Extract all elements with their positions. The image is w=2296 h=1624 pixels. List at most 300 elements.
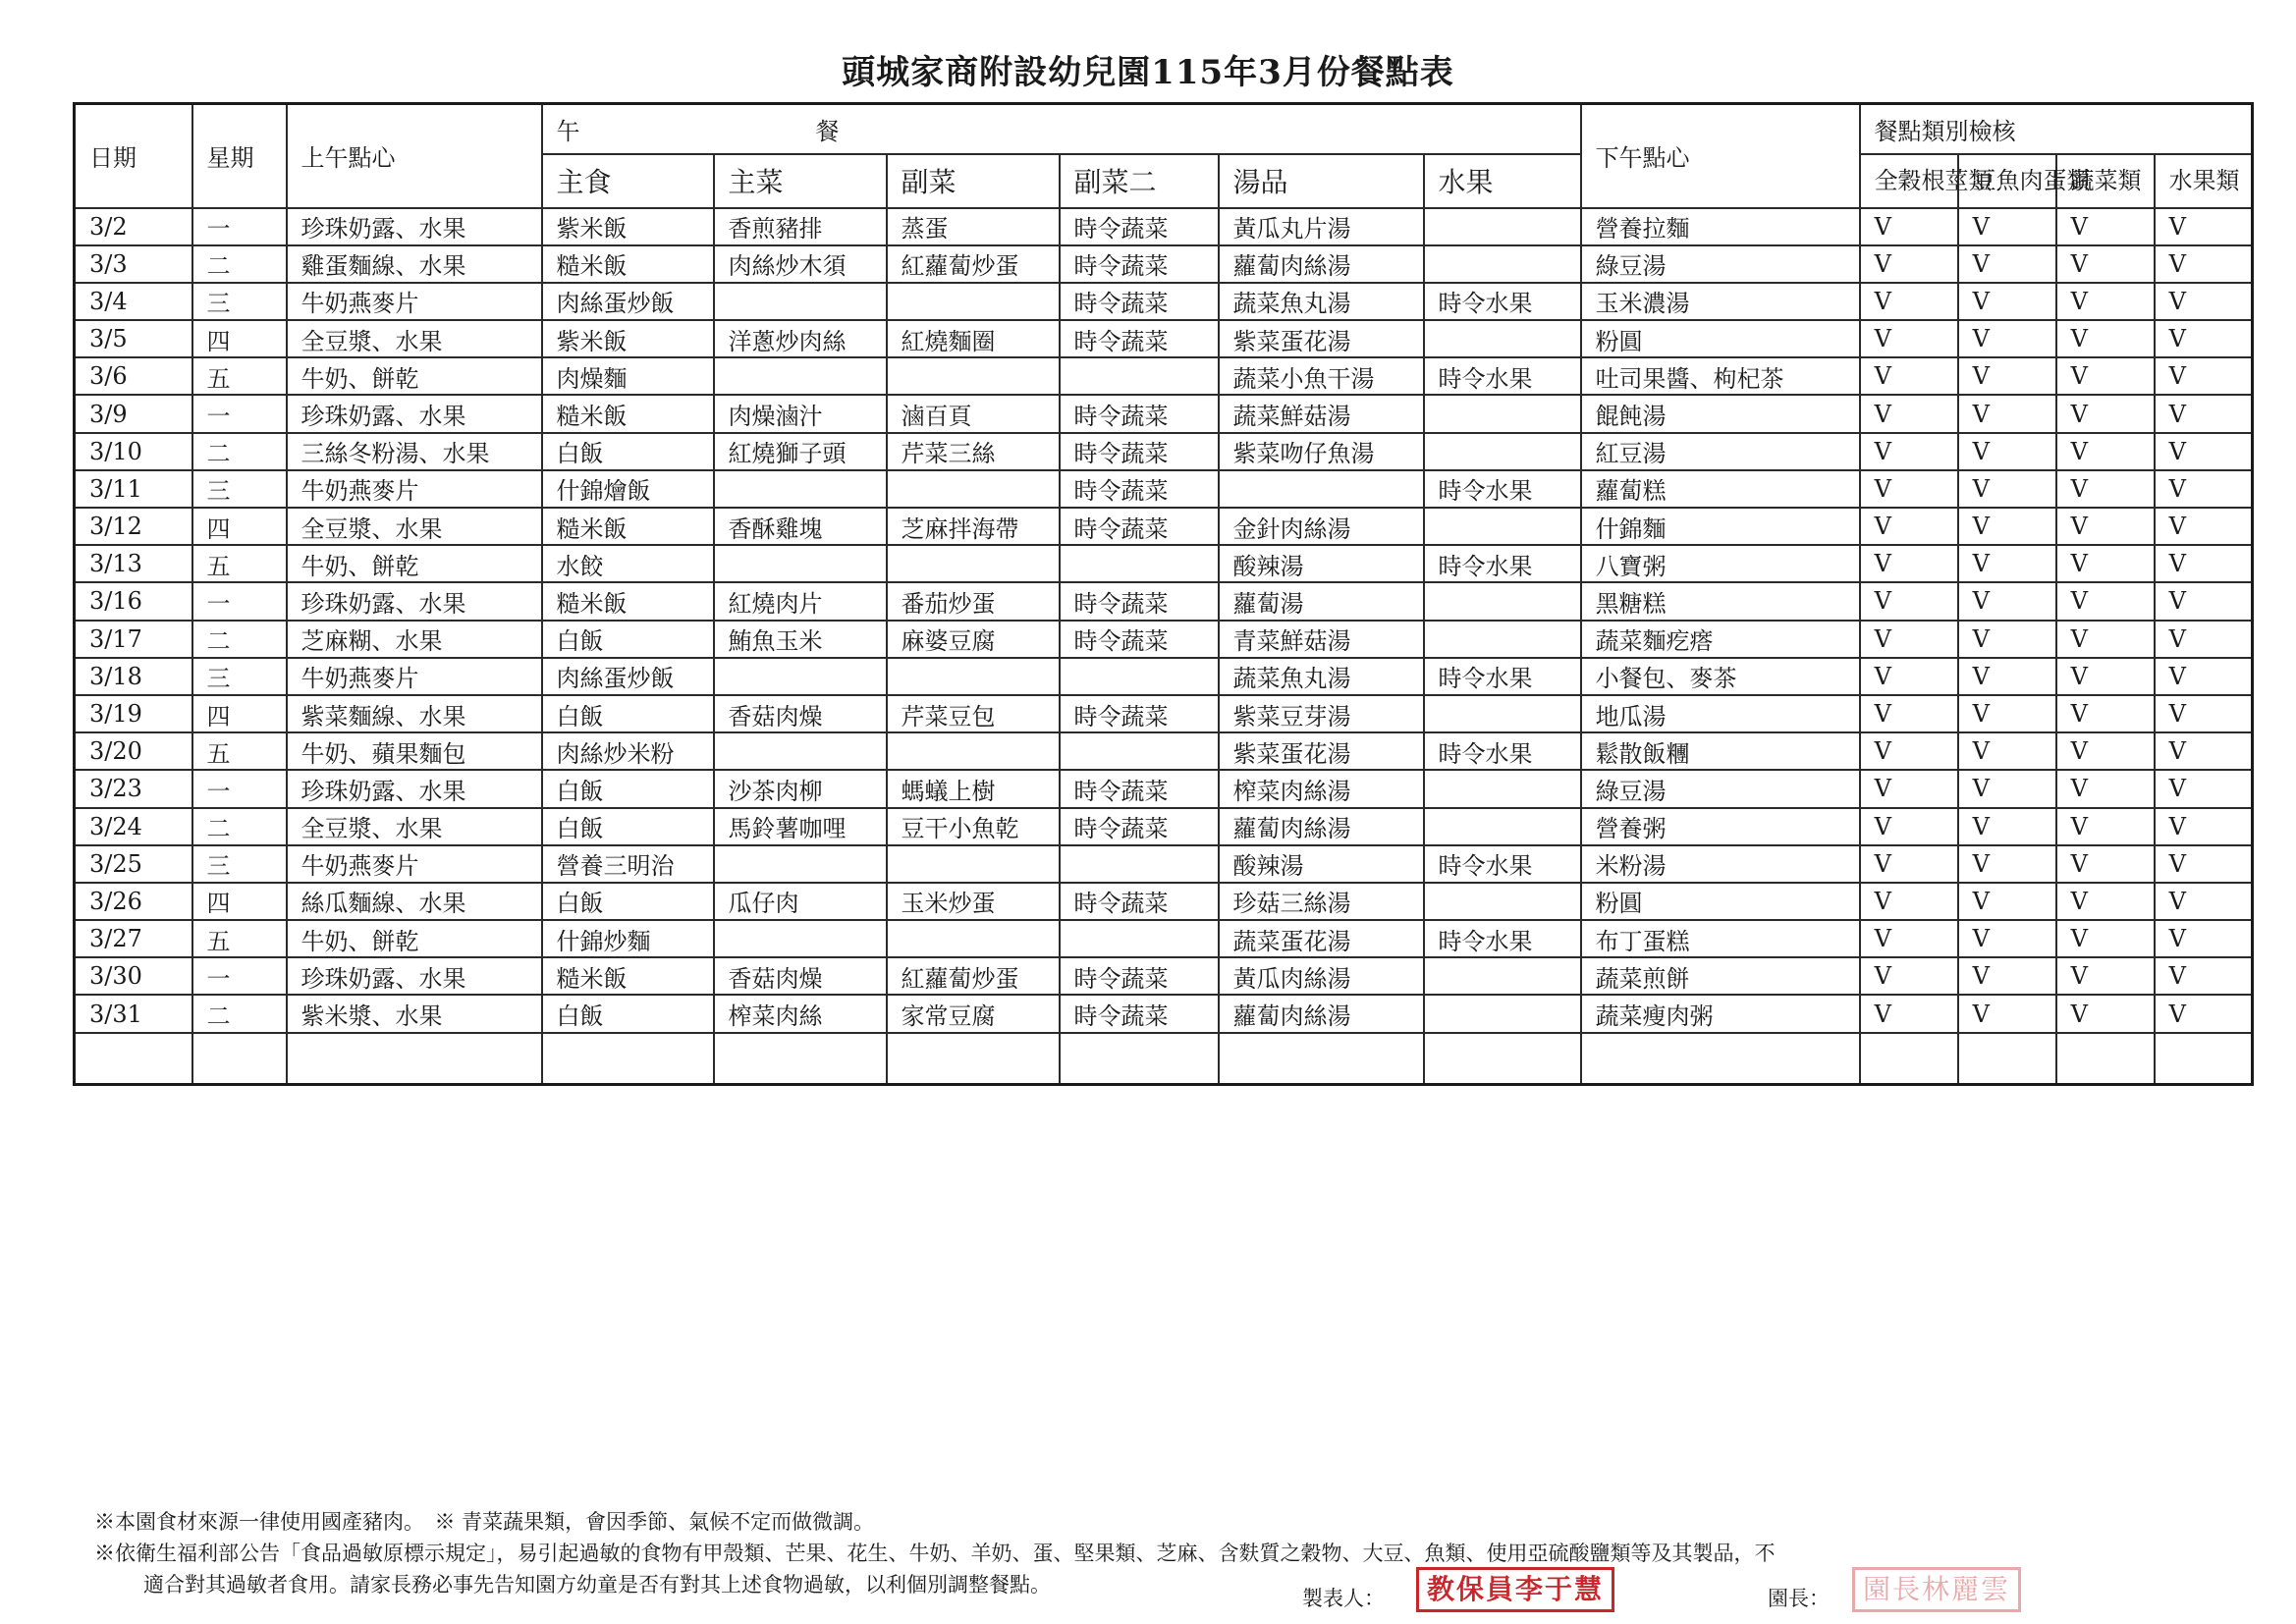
row-check-mark: V: [1860, 957, 1958, 995]
header-side: 副菜: [887, 154, 1060, 208]
row-date: 3/26: [75, 883, 192, 920]
row-main-dish: 肉絲炒木須: [714, 245, 887, 283]
maker-stamp-text: 教保員李于慧: [1416, 1567, 1614, 1612]
header-fruit: 水果: [1424, 154, 1581, 208]
row-check-mark: V: [2155, 658, 2253, 695]
row-soup: 蔬菜魚丸湯: [1219, 658, 1424, 695]
header-morning: 上午點心: [287, 104, 542, 208]
row-main-dish: 馬鈴薯咖哩: [714, 808, 887, 845]
row-check-mark: V: [2056, 808, 2155, 845]
row-side-dish-2: 時令蔬菜: [1060, 582, 1219, 620]
director-label: 園長：: [1768, 1587, 1830, 1610]
row-weekday: 一: [192, 208, 287, 245]
row-check-mark: V: [2155, 395, 2253, 432]
row-side-dish-2: [1060, 1033, 1219, 1085]
row-check-mark: V: [2056, 995, 2155, 1032]
row-check-mark: V: [1958, 545, 2056, 582]
row-check-mark: V: [2056, 732, 2155, 770]
row-soup: 蔬菜蛋花湯: [1219, 920, 1424, 957]
row-check-mark: V: [2056, 508, 2155, 545]
row-weekday: 一: [192, 957, 287, 995]
row-afternoon-snack: 布丁蛋糕: [1581, 920, 1860, 957]
row-side-dish: [887, 658, 1060, 695]
row-soup: 紫菜豆芽湯: [1219, 695, 1424, 732]
row-side-dish-2: [1060, 845, 1219, 883]
row-morning-snack: 牛奶、餅乾: [287, 545, 542, 582]
row-main-dish: 香酥雞塊: [714, 508, 887, 545]
table-row: [75, 320, 2253, 357]
row-side-dish: 螞蟻上樹: [887, 770, 1060, 807]
row-fruit: [1424, 245, 1581, 283]
row-check-mark: V: [2155, 808, 2253, 845]
table-row: [75, 808, 2253, 845]
row-side-dish-2: [1060, 545, 1219, 582]
row-weekday: 五: [192, 920, 287, 957]
row-afternoon-snack: 綠豆湯: [1581, 770, 1860, 807]
table-row: [75, 883, 2253, 920]
row-fruit: [1424, 883, 1581, 920]
row-check-mark: V: [2056, 245, 2155, 283]
row-fruit: 時令水果: [1424, 470, 1581, 508]
row-check-mark: V: [2155, 208, 2253, 245]
row-check-mark: V: [2056, 883, 2155, 920]
row-check-mark: V: [2155, 995, 2253, 1032]
row-weekday: 四: [192, 695, 287, 732]
header-check-fruit: 水果類: [2155, 154, 2253, 208]
header-check-vegetable: 蔬菜類: [2056, 154, 2155, 208]
row-staple: 肉絲炒米粉: [542, 732, 714, 770]
row-morning-snack: 珍珠奶露、水果: [287, 208, 542, 245]
row-fruit: 時令水果: [1424, 357, 1581, 395]
row-check-mark: [2155, 1033, 2253, 1085]
row-date: 3/11: [75, 470, 192, 508]
row-check-mark: V: [2056, 920, 2155, 957]
row-date: 3/20: [75, 732, 192, 770]
table-row: [75, 395, 2253, 432]
row-check-mark: V: [1958, 770, 2056, 807]
row-morning-snack: 牛奶燕麥片: [287, 470, 542, 508]
row-afternoon-snack: 八寶粥: [1581, 545, 1860, 582]
row-check-mark: V: [1860, 621, 1958, 658]
row-check-mark: V: [1860, 770, 1958, 807]
row-weekday: [192, 1033, 287, 1085]
row-fruit: [1424, 695, 1581, 732]
row-soup: 榨菜肉絲湯: [1219, 770, 1424, 807]
table-row: [75, 283, 2253, 320]
row-morning-snack: 全豆漿、水果: [287, 808, 542, 845]
row-staple: 糙米飯: [542, 582, 714, 620]
row-check-mark: V: [2056, 320, 2155, 357]
row-soup: 蘿蔔肉絲湯: [1219, 245, 1424, 283]
row-fruit: [1424, 770, 1581, 807]
row-weekday: 五: [192, 545, 287, 582]
row-staple: 肉絲蛋炒飯: [542, 283, 714, 320]
row-morning-snack: 全豆漿、水果: [287, 320, 542, 357]
row-weekday: 一: [192, 770, 287, 807]
row-side-dish: 家常豆腐: [887, 995, 1060, 1032]
row-morning-snack: [287, 1033, 542, 1085]
row-date: 3/18: [75, 658, 192, 695]
row-date: 3/6: [75, 357, 192, 395]
row-main-dish: 香煎豬排: [714, 208, 887, 245]
row-date: 3/31: [75, 995, 192, 1032]
row-morning-snack: 牛奶燕麥片: [287, 658, 542, 695]
row-soup: 金針肉絲湯: [1219, 508, 1424, 545]
row-soup: 珍菇三絲湯: [1219, 883, 1424, 920]
row-fruit: 時令水果: [1424, 545, 1581, 582]
row-weekday: 二: [192, 621, 287, 658]
table-row: [75, 508, 2253, 545]
row-check-mark: V: [2056, 658, 2155, 695]
header-staple: 主食: [542, 154, 714, 208]
row-afternoon-snack: 紅豆湯: [1581, 433, 1860, 470]
header-check: 餐點類別檢核: [1860, 104, 2253, 154]
row-check-mark: V: [1958, 508, 2056, 545]
row-check-mark: V: [2056, 582, 2155, 620]
row-weekday: 二: [192, 808, 287, 845]
row-side-dish-2: [1060, 920, 1219, 957]
row-check-mark: V: [1860, 208, 1958, 245]
row-fruit: [1424, 995, 1581, 1032]
table-row: [75, 621, 2253, 658]
row-date: 3/25: [75, 845, 192, 883]
row-side-dish: 滷百頁: [887, 395, 1060, 432]
row-fruit: [1424, 957, 1581, 995]
header-side2: 副菜二: [1060, 154, 1219, 208]
table-row: [75, 545, 2253, 582]
table-row: [75, 357, 2253, 395]
table-row: [75, 470, 2253, 508]
row-afternoon-snack: 粉圓: [1581, 320, 1860, 357]
row-side-dish-2: 時令蔬菜: [1060, 245, 1219, 283]
director-stamp: [1852, 1567, 2021, 1612]
row-check-mark: V: [1860, 845, 1958, 883]
row-soup: 紫菜蛋花湯: [1219, 732, 1424, 770]
row-check-mark: V: [1958, 695, 2056, 732]
row-main-dish: 榨菜肉絲: [714, 995, 887, 1032]
row-date: 3/2: [75, 208, 192, 245]
row-main-dish: 洋蔥炒肉絲: [714, 320, 887, 357]
maker-label: 製表人：: [1302, 1587, 1385, 1610]
row-check-mark: V: [2056, 545, 2155, 582]
row-side-dish: 紅蘿蔔炒蛋: [887, 957, 1060, 995]
table-row: [75, 245, 2253, 283]
row-fruit: [1424, 621, 1581, 658]
row-soup: 蘿蔔湯: [1219, 582, 1424, 620]
row-morning-snack: 三絲冬粉湯、水果: [287, 433, 542, 470]
row-check-mark: V: [1860, 695, 1958, 732]
row-soup: [1219, 1033, 1424, 1085]
row-check-mark: V: [1860, 470, 1958, 508]
row-afternoon-snack: 蔬菜麵疙瘩: [1581, 621, 1860, 658]
row-check-mark: V: [2056, 695, 2155, 732]
row-weekday: 四: [192, 883, 287, 920]
row-side-dish-2: 時令蔬菜: [1060, 508, 1219, 545]
row-side-dish: 紅燒麵圈: [887, 320, 1060, 357]
row-main-dish: [714, 357, 887, 395]
row-side-dish: 蒸蛋: [887, 208, 1060, 245]
row-check-mark: V: [1958, 245, 2056, 283]
row-side-dish: [887, 470, 1060, 508]
header-check-protein: 豆魚肉蛋類: [1958, 154, 2056, 208]
row-weekday: 二: [192, 433, 287, 470]
table-row: [75, 957, 2253, 995]
row-date: 3/17: [75, 621, 192, 658]
table-row: [75, 695, 2253, 732]
row-side-dish: 番茄炒蛋: [887, 582, 1060, 620]
row-side-dish: [887, 732, 1060, 770]
row-morning-snack: 芝麻糊、水果: [287, 621, 542, 658]
row-side-dish-2: 時令蔬菜: [1060, 883, 1219, 920]
row-date: 3/3: [75, 245, 192, 283]
row-afternoon-snack: 餛飩湯: [1581, 395, 1860, 432]
row-check-mark: [2056, 1033, 2155, 1085]
row-weekday: 二: [192, 995, 287, 1032]
page-title: 頭城家商附設幼兒園115年3月份餐點表: [842, 53, 1454, 92]
row-staple: 糙米飯: [542, 957, 714, 995]
row-check-mark: V: [1958, 732, 2056, 770]
row-check-mark: V: [1958, 208, 2056, 245]
row-check-mark: V: [2155, 582, 2253, 620]
row-check-mark: V: [2056, 208, 2155, 245]
row-check-mark: V: [2155, 508, 2253, 545]
row-main-dish: [714, 283, 887, 320]
row-soup: 蔬菜鮮菇湯: [1219, 395, 1424, 432]
row-main-dish: [714, 658, 887, 695]
row-main-dish: 紅燒獅子頭: [714, 433, 887, 470]
row-check-mark: V: [1860, 808, 1958, 845]
row-check-mark: V: [2155, 470, 2253, 508]
row-side-dish: 芹菜豆包: [887, 695, 1060, 732]
row-check-mark: V: [2056, 957, 2155, 995]
row-side-dish-2: 時令蔬菜: [1060, 621, 1219, 658]
row-date: 3/12: [75, 508, 192, 545]
row-side-dish-2: 時令蔬菜: [1060, 283, 1219, 320]
row-date: 3/16: [75, 582, 192, 620]
row-check-mark: V: [1958, 621, 2056, 658]
row-weekday: 三: [192, 470, 287, 508]
row-afternoon-snack: [1581, 1033, 1860, 1085]
row-date: 3/9: [75, 395, 192, 432]
row-side-dish: [887, 283, 1060, 320]
director-stamp-text: 園長林麗雲: [1852, 1567, 2021, 1612]
row-weekday: 三: [192, 658, 287, 695]
row-check-mark: V: [1860, 245, 1958, 283]
table-row: [75, 658, 2253, 695]
row-side-dish: [887, 845, 1060, 883]
header-date: 日期: [75, 104, 192, 208]
row-main-dish: [714, 732, 887, 770]
row-weekday: 五: [192, 732, 287, 770]
row-fruit: 時令水果: [1424, 658, 1581, 695]
row-weekday: 四: [192, 320, 287, 357]
row-morning-snack: 全豆漿、水果: [287, 508, 542, 545]
row-staple: 白飯: [542, 770, 714, 807]
row-check-mark: V: [1958, 395, 2056, 432]
row-date: 3/27: [75, 920, 192, 957]
row-side-dish: 紅蘿蔔炒蛋: [887, 245, 1060, 283]
row-side-dish: 芹菜三絲: [887, 433, 1060, 470]
row-date: [75, 1033, 192, 1085]
row-check-mark: V: [2056, 621, 2155, 658]
row-morning-snack: 牛奶、餅乾: [287, 357, 542, 395]
row-check-mark: V: [2056, 470, 2155, 508]
row-main-dish: [714, 470, 887, 508]
row-check-mark: V: [2155, 245, 2253, 283]
row-staple: 什錦炒麵: [542, 920, 714, 957]
row-soup: 紫菜蛋花湯: [1219, 320, 1424, 357]
row-staple: 肉燥麵: [542, 357, 714, 395]
row-check-mark: V: [2155, 320, 2253, 357]
row-date: 3/19: [75, 695, 192, 732]
row-main-dish: [714, 845, 887, 883]
row-check-mark: V: [1860, 283, 1958, 320]
row-fruit: 時令水果: [1424, 845, 1581, 883]
row-main-dish: 香菇肉燥: [714, 957, 887, 995]
row-afternoon-snack: 小餐包、麥茶: [1581, 658, 1860, 695]
row-check-mark: V: [1958, 957, 2056, 995]
row-side-dish: [887, 357, 1060, 395]
row-fruit: [1424, 320, 1581, 357]
row-fruit: [1424, 1033, 1581, 1085]
row-check-mark: V: [2155, 357, 2253, 395]
row-afternoon-snack: 蔬菜瘦肉粥: [1581, 995, 1860, 1032]
row-staple: 白飯: [542, 808, 714, 845]
table-row: [75, 920, 2253, 957]
row-side-dish: 芝麻拌海帶: [887, 508, 1060, 545]
row-afternoon-snack: 吐司果醬、枸杞茶: [1581, 357, 1860, 395]
row-afternoon-snack: 地瓜湯: [1581, 695, 1860, 732]
row-check-mark: V: [2056, 845, 2155, 883]
header-soup: 湯品: [1219, 154, 1424, 208]
row-afternoon-snack: 玉米濃湯: [1581, 283, 1860, 320]
row-soup: [1219, 470, 1424, 508]
row-afternoon-snack: 什錦麵: [1581, 508, 1860, 545]
note-line-2: ※依衛生福利部公告「食品過敏原標示規定」，易引起過敏的食物有甲殼類、芒果、花生、牛奶、羊奶、蛋、堅果類、芝麻、含麩質之穀物、大豆、魚類、使用亞硫酸鹽類等及其製品，不: [94, 1542, 1776, 1565]
row-morning-snack: 珍珠奶露、水果: [287, 582, 542, 620]
row-check-mark: V: [2155, 957, 2253, 995]
row-check-mark: V: [1860, 320, 1958, 357]
row-date: 3/30: [75, 957, 192, 995]
row-date: 3/5: [75, 320, 192, 357]
row-morning-snack: 絲瓜麵線、水果: [287, 883, 542, 920]
row-morning-snack: 紫菜麵線、水果: [287, 695, 542, 732]
row-check-mark: V: [1958, 283, 2056, 320]
row-check-mark: V: [2155, 433, 2253, 470]
row-check-mark: V: [2155, 695, 2253, 732]
row-main-dish: 沙茶肉柳: [714, 770, 887, 807]
row-staple: 糙米飯: [542, 245, 714, 283]
row-staple: 白飯: [542, 883, 714, 920]
row-date: 3/10: [75, 433, 192, 470]
row-morning-snack: 牛奶燕麥片: [287, 845, 542, 883]
row-side-dish: [887, 920, 1060, 957]
row-staple: 紫米飯: [542, 208, 714, 245]
table-row: [75, 770, 2253, 807]
row-check-mark: V: [2155, 920, 2253, 957]
row-fruit: [1424, 395, 1581, 432]
row-soup: 酸辣湯: [1219, 545, 1424, 582]
row-main-dish: 香菇肉燥: [714, 695, 887, 732]
row-side-dish-2: 時令蔬菜: [1060, 470, 1219, 508]
row-staple: 白飯: [542, 621, 714, 658]
row-side-dish-2: 時令蔬菜: [1060, 695, 1219, 732]
row-staple: 白飯: [542, 433, 714, 470]
table-row: [75, 582, 2253, 620]
row-fruit: [1424, 582, 1581, 620]
row-weekday: 二: [192, 245, 287, 283]
row-fruit: 時令水果: [1424, 732, 1581, 770]
row-check-mark: V: [2155, 732, 2253, 770]
row-check-mark: V: [1860, 433, 1958, 470]
row-morning-snack: 牛奶、蘋果麵包: [287, 732, 542, 770]
row-check-mark: [1958, 1033, 2056, 1085]
row-check-mark: V: [1958, 883, 2056, 920]
row-check-mark: V: [2056, 770, 2155, 807]
row-side-dish-2: 時令蔬菜: [1060, 808, 1219, 845]
row-afternoon-snack: 黑糖糕: [1581, 582, 1860, 620]
row-side-dish-2: 時令蔬菜: [1060, 770, 1219, 807]
row-soup: 酸辣湯: [1219, 845, 1424, 883]
row-side-dish-2: [1060, 658, 1219, 695]
row-afternoon-snack: 蘿蔔糕: [1581, 470, 1860, 508]
row-check-mark: V: [2056, 357, 2155, 395]
header-afternoon: 下午點心: [1581, 104, 1860, 208]
row-side-dish-2: [1060, 357, 1219, 395]
row-check-mark: V: [1860, 545, 1958, 582]
row-fruit: 時令水果: [1424, 920, 1581, 957]
row-fruit: [1424, 508, 1581, 545]
row-check-mark: V: [1860, 508, 1958, 545]
row-staple: 營養三明治: [542, 845, 714, 883]
row-soup: 蘿蔔肉絲湯: [1219, 995, 1424, 1032]
row-staple: 什錦燴飯: [542, 470, 714, 508]
row-check-mark: V: [2155, 845, 2253, 883]
row-side-dish-2: 時令蔬菜: [1060, 957, 1219, 995]
row-check-mark: V: [1860, 658, 1958, 695]
row-check-mark: V: [1860, 395, 1958, 432]
row-morning-snack: 雞蛋麵線、水果: [287, 245, 542, 283]
row-check-mark: V: [1958, 658, 2056, 695]
row-side-dish: 玉米炒蛋: [887, 883, 1060, 920]
row-check-mark: V: [2056, 283, 2155, 320]
row-check-mark: V: [1958, 920, 2056, 957]
row-weekday: 四: [192, 508, 287, 545]
row-afternoon-snack: 營養拉麵: [1581, 208, 1860, 245]
row-soup: 黃瓜丸片湯: [1219, 208, 1424, 245]
meal-table: [73, 102, 2254, 1086]
row-afternoon-snack: 蔬菜煎餅: [1581, 957, 1860, 995]
row-side-dish-2: 時令蔬菜: [1060, 995, 1219, 1032]
row-morning-snack: 牛奶、餅乾: [287, 920, 542, 957]
row-check-mark: V: [2056, 395, 2155, 432]
table-row: [75, 732, 2253, 770]
row-check-mark: V: [1860, 920, 1958, 957]
row-afternoon-snack: 米粉湯: [1581, 845, 1860, 883]
row-check-mark: V: [2155, 621, 2253, 658]
row-afternoon-snack: 粉圓: [1581, 883, 1860, 920]
row-fruit: 時令水果: [1424, 283, 1581, 320]
row-fruit: [1424, 208, 1581, 245]
row-side-dish-2: 時令蔬菜: [1060, 320, 1219, 357]
row-check-mark: V: [2056, 433, 2155, 470]
row-side-dish: 豆干小魚乾: [887, 808, 1060, 845]
row-side-dish: [887, 545, 1060, 582]
row-check-mark: V: [1860, 883, 1958, 920]
row-morning-snack: 珍珠奶露、水果: [287, 957, 542, 995]
row-staple: 白飯: [542, 695, 714, 732]
row-staple: [542, 1033, 714, 1085]
